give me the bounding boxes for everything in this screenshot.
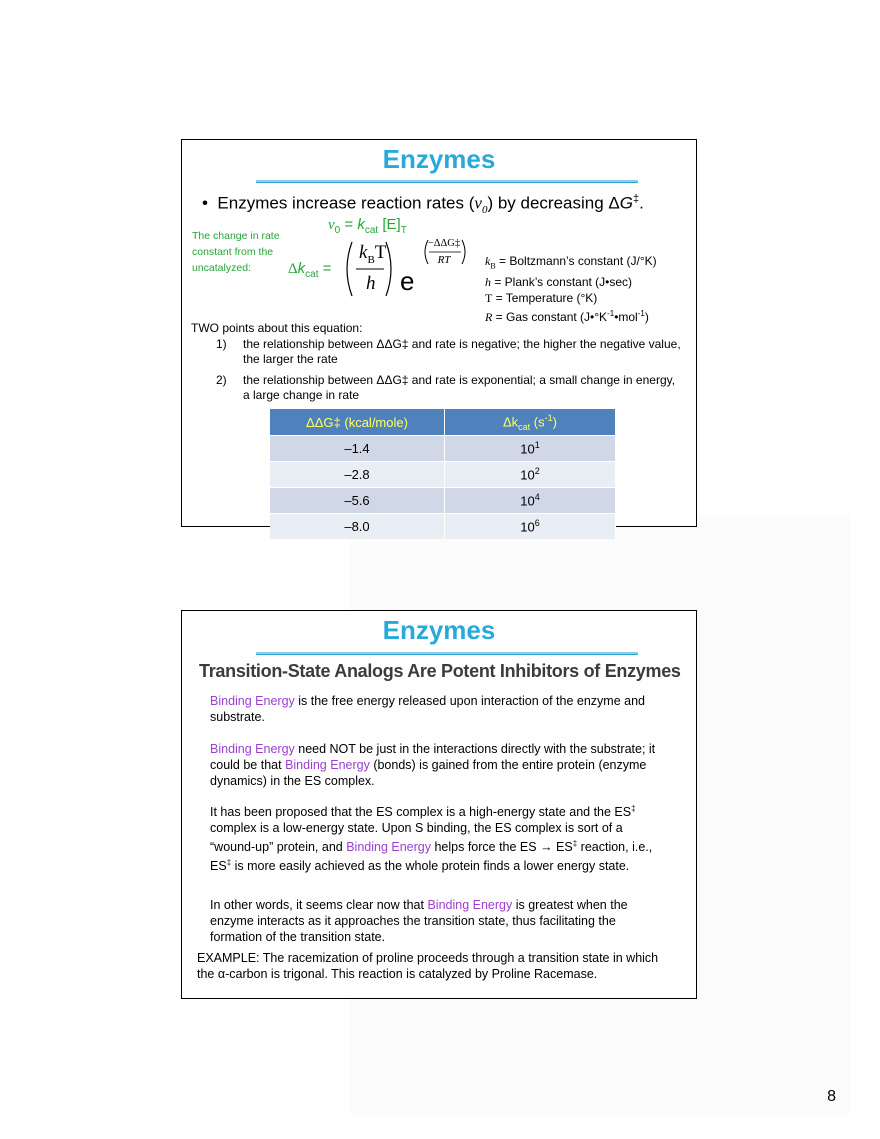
point-2-text: the relationship between ΔΔG‡ and rate is exponential; a small change in energy, a large change in rate bbox=[243, 373, 676, 402]
bullet-text: Enzymes increase reaction rates ( bbox=[217, 193, 475, 213]
dagger: ‡ bbox=[572, 839, 578, 849]
formula-numerator bbox=[359, 242, 386, 266]
bullet-text-2: ) by decreasing Δ bbox=[487, 193, 620, 213]
example-paragraph: EXAMPLE: The racemization of proline proceeds through a transition state in which the α-carbon is trigonal. This reaction is catalyzed by Proline Racemase. bbox=[197, 951, 659, 981]
bullet-dot: • bbox=[202, 193, 218, 213]
col2-post: (s bbox=[530, 413, 545, 429]
bullet-end: . bbox=[639, 193, 644, 213]
paragraph-text: complex is a low-energy state. Upon S binding, the ES complex is sort of a “wound-up” protein, and bbox=[210, 821, 623, 855]
eq1-e: [E] bbox=[378, 216, 401, 233]
legend-mid: •mol bbox=[614, 310, 638, 325]
legend-t bbox=[485, 290, 657, 306]
legend-sup: -1 bbox=[607, 309, 615, 319]
legend-text: = Boltzmann’s constant (J/°K) bbox=[495, 254, 657, 268]
paragraph-text: need NOT be just in the interactions directly with the substrate; it could be that bbox=[210, 742, 656, 772]
formula-denominator: h bbox=[366, 273, 376, 294]
point-1-text: the relationship between ΔΔG‡ and rate is negative; the higher the negative value, the larger the rate bbox=[243, 337, 681, 366]
exp-denominator: RT bbox=[437, 254, 451, 266]
constants-legend bbox=[485, 253, 657, 325]
table-cell-dg: –5.6 bbox=[270, 488, 445, 514]
paragraph-text: is greatest when the enzyme interacts as it approaches the transition state, thus facilitating the formation of the transition state. bbox=[210, 898, 628, 944]
slide-1-title: Enzymes bbox=[382, 144, 496, 174]
legend-text: = Temperature (°K) bbox=[492, 291, 598, 306]
table-cell-dg: –2.8 bbox=[270, 462, 445, 488]
eq1-v-sub: 0 bbox=[334, 225, 341, 236]
bullet-v-sub: 0 bbox=[481, 204, 488, 217]
paragraph-1 bbox=[210, 693, 670, 725]
binding-energy-term: Binding Energy bbox=[210, 694, 295, 708]
legend-text: = Gas constant (J•°K bbox=[492, 310, 608, 325]
delta-kcat-label bbox=[288, 260, 331, 280]
table-row bbox=[270, 462, 616, 488]
title-rule bbox=[256, 652, 638, 655]
binding-energy-term: Binding Energy bbox=[427, 898, 513, 912]
cell-exp: 6 bbox=[534, 518, 540, 529]
table-row bbox=[270, 514, 616, 540]
eq2-eq: = bbox=[318, 260, 332, 277]
cell-base: 10 bbox=[520, 519, 535, 535]
cell-exp: 4 bbox=[534, 492, 540, 503]
slide-2-subtitle: Transition-State Analogs Are Potent Inhibitors of Enzymes bbox=[199, 661, 681, 681]
dagger: ‡ bbox=[226, 858, 232, 868]
cell-exp: 2 bbox=[534, 466, 540, 477]
eq1-e-sub: T bbox=[400, 225, 407, 236]
side-note: The change in rate constant from the uncatalyzed: bbox=[192, 230, 280, 274]
num-k: k bbox=[359, 242, 368, 263]
slide-1 bbox=[181, 139, 697, 535]
paragraph-text: It has been proposed that the ES complex is a high-energy state and the ES bbox=[210, 805, 632, 820]
formula-e: e bbox=[400, 266, 415, 296]
right-paren bbox=[386, 242, 391, 296]
point-2-number: 2) bbox=[216, 373, 227, 387]
cell-base: 10 bbox=[520, 467, 535, 483]
binding-energy-term: Binding Energy bbox=[285, 758, 370, 772]
paragraph-text: helps force the ES → ES bbox=[430, 840, 573, 855]
point-1-number: 1) bbox=[216, 337, 227, 351]
bullet-g: G bbox=[619, 193, 633, 213]
legend-end: ) bbox=[644, 310, 649, 325]
cell-base: 10 bbox=[520, 493, 535, 509]
legend-sub: B bbox=[490, 261, 496, 271]
title-rule bbox=[256, 180, 638, 183]
col2-end: ) bbox=[552, 413, 557, 429]
table-cell-kcat bbox=[445, 514, 616, 540]
paragraph-2 bbox=[210, 741, 670, 789]
legend-sup: -1 bbox=[637, 309, 645, 319]
table-header-row bbox=[270, 409, 616, 436]
left-paren bbox=[347, 242, 352, 296]
legend-sym: h bbox=[485, 275, 491, 290]
paragraph-text: In other words, it seems clear now that bbox=[210, 898, 428, 912]
paragraph-3 bbox=[210, 801, 670, 874]
table-row bbox=[270, 488, 616, 514]
legend-kb bbox=[485, 253, 657, 274]
table-header-dg: ΔΔG‡ (kcal/mole) bbox=[270, 409, 445, 436]
table-cell-kcat bbox=[445, 488, 616, 514]
legend-sym: R bbox=[485, 310, 493, 325]
bullet-line bbox=[202, 193, 644, 216]
exp-right-paren bbox=[462, 240, 465, 264]
paragraph-text: is more easily achieved as the whole protein finds a lower energy state. bbox=[231, 859, 630, 874]
eq1-v: v bbox=[328, 217, 335, 233]
paragraph-text: is the free energy released upon interaction of the enzyme and substrate. bbox=[210, 694, 646, 724]
legend-sym: k bbox=[485, 254, 491, 268]
eq2-k: k bbox=[297, 260, 306, 277]
table-cell-kcat bbox=[445, 462, 616, 488]
exp-numerator: −ΔΔG‡ bbox=[427, 238, 461, 249]
eq1-mid: = bbox=[340, 216, 358, 233]
paragraph-4 bbox=[210, 897, 670, 945]
two-points-heading: TWO points about this equation: bbox=[191, 321, 363, 335]
legend-text: = Plank’s constant (J•sec) bbox=[491, 275, 633, 290]
bullet-dagger: ‡ bbox=[633, 193, 640, 205]
slide-2 bbox=[181, 610, 697, 999]
table-cell-dg: –8.0 bbox=[270, 514, 445, 540]
eq2-delta: Δ bbox=[288, 261, 298, 277]
binding-energy-term: Binding Energy bbox=[210, 742, 295, 756]
rate-equation bbox=[328, 216, 407, 236]
eq2-k-sub: cat bbox=[305, 269, 319, 280]
col2-sub: cat bbox=[518, 421, 531, 432]
bullet-v: v bbox=[474, 193, 482, 213]
binding-energy-term: Binding Energy bbox=[346, 840, 431, 855]
col2-pre: Δk bbox=[502, 413, 519, 429]
eq1-k-sub: cat bbox=[364, 225, 379, 236]
table-row bbox=[270, 436, 616, 462]
table-header-kcat bbox=[445, 409, 616, 436]
cell-exp: 1 bbox=[534, 440, 540, 451]
legend-h bbox=[485, 274, 657, 290]
cell-base: 10 bbox=[520, 441, 535, 457]
num-t: T bbox=[374, 242, 387, 263]
paragraph-text: reaction, i.e., ES bbox=[210, 840, 653, 874]
slide-2-title: Enzymes bbox=[382, 615, 496, 645]
col2-sup: -1 bbox=[544, 412, 553, 423]
table-cell-kcat bbox=[445, 436, 616, 462]
energy-rate-table bbox=[270, 409, 616, 539]
dagger: ‡ bbox=[631, 804, 636, 813]
page-number: 8 bbox=[827, 1088, 836, 1105]
table-cell-dg: –1.4 bbox=[270, 436, 445, 462]
legend-sym: T bbox=[485, 291, 493, 306]
eq1-k: k bbox=[357, 216, 365, 233]
num-k-sub: B bbox=[367, 253, 375, 266]
paragraph-text: (bonds) is gained from the entire protein (enzyme dynamics) in the ES complex. bbox=[210, 758, 647, 788]
legend-r bbox=[485, 306, 657, 325]
